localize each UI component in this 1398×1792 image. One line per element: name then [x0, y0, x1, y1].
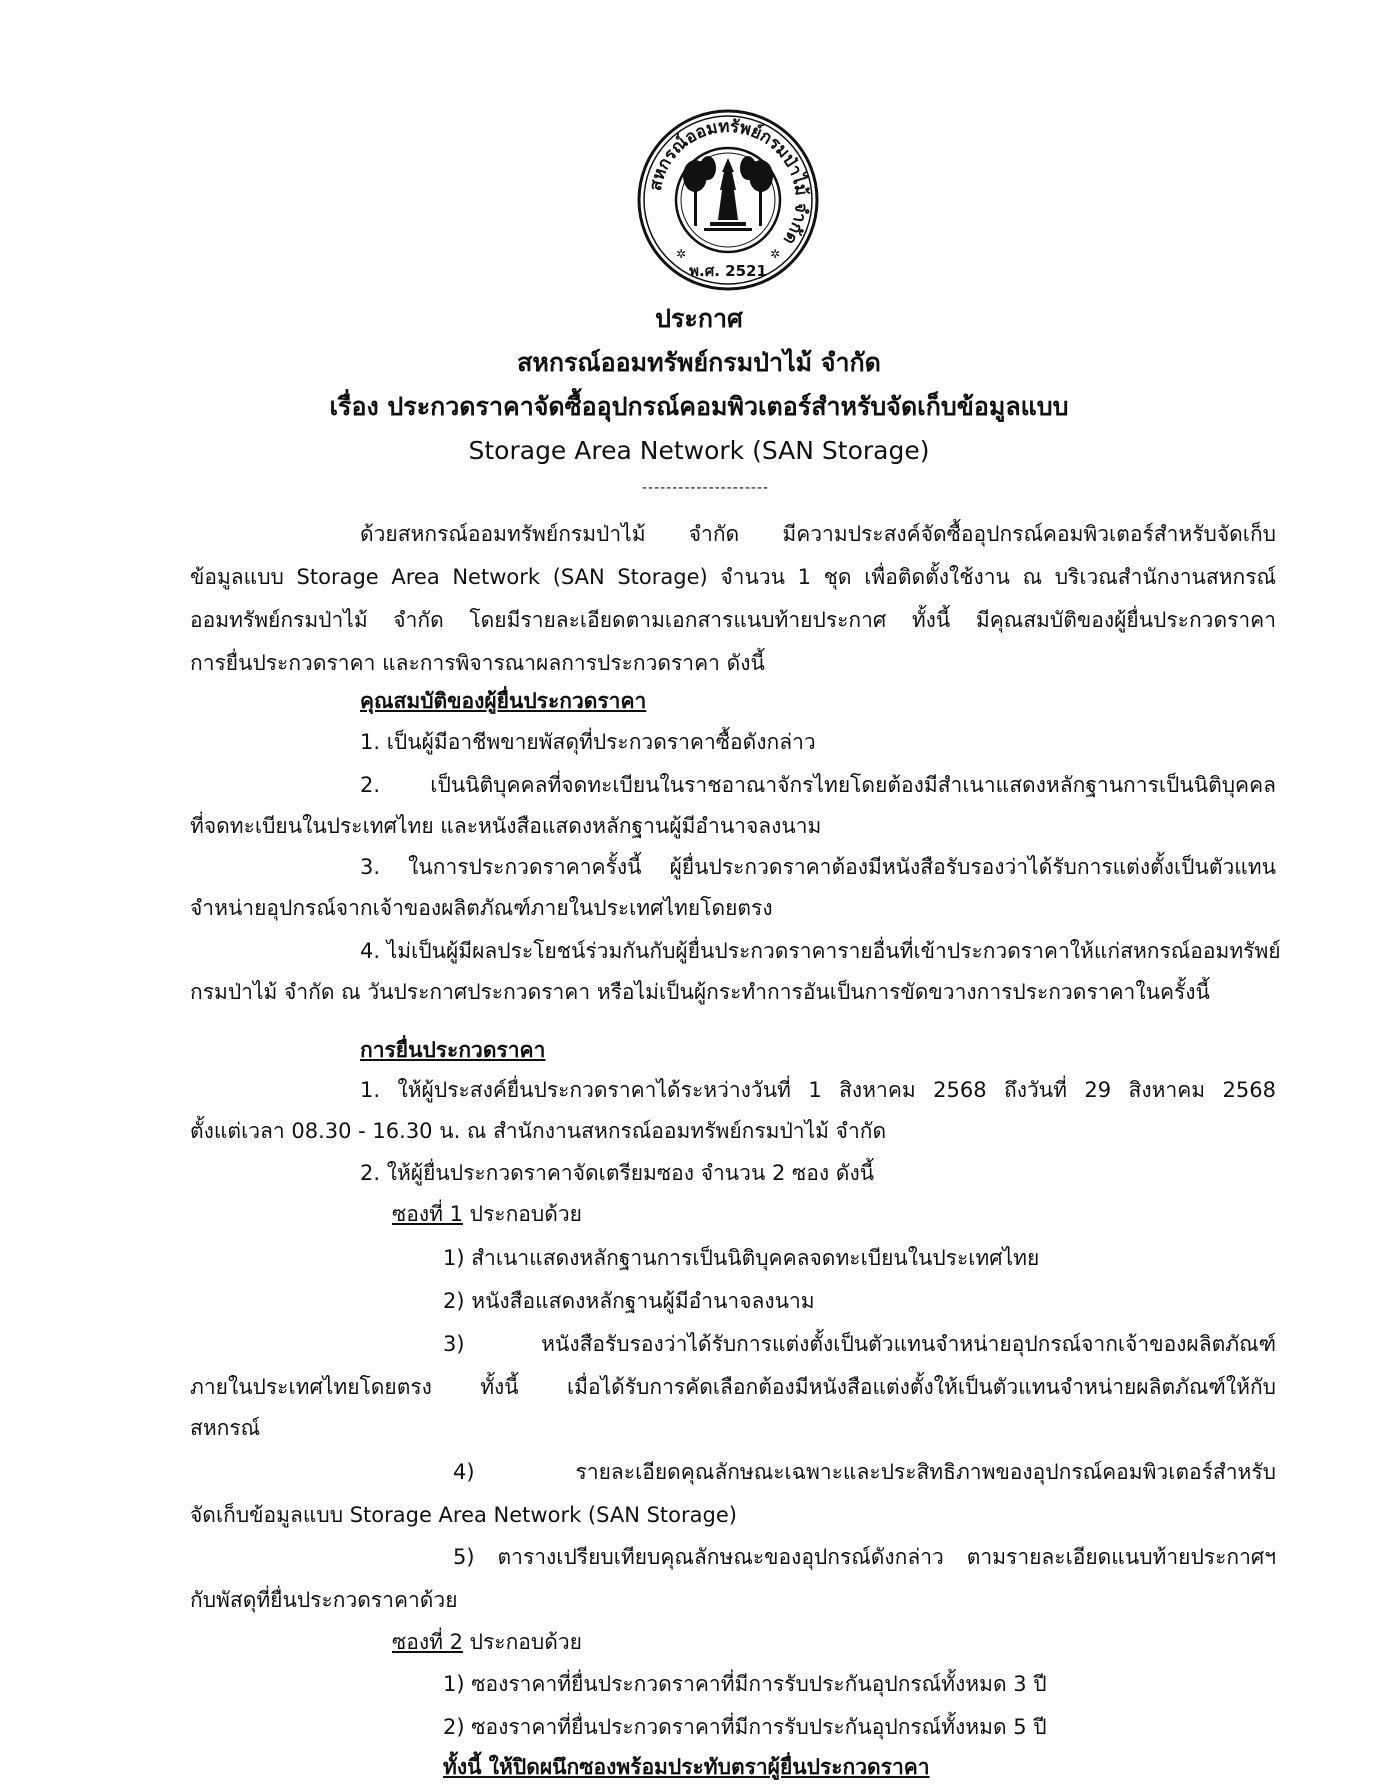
envelope-1-item-3-cont: ภายในประเทศไทยโดยตรง ทั้งนี้ เมื่อได้รับการคัดเลือกต้องมีหนังสือแต่งตั้งให้เป็นตัวแทนจำหน่ายผลิตภัณฑ์ให้กับ	[190, 1375, 1276, 1399]
svg-text:✲: ✲	[676, 247, 687, 261]
svg-text:พ.ศ. 2521: พ.ศ. 2521	[689, 262, 767, 280]
submission-heading: การยื่นประกวดราคา	[360, 1038, 546, 1062]
envelope-1-item-3-end: สหกรณ์	[190, 1416, 261, 1440]
envelope-1-item-4: 4) รายละเอียดคุณลักษณะเฉพาะและประสิทธิภาพของอุปกรณ์คอมพิวเตอร์สำหรับ	[453, 1460, 1276, 1484]
qualification-item-2: 2. เป็นนิติบุคคลที่จดทะเบียนในราชอาณาจักรไทยโดยต้องมีสำเนาแสดงหลักฐานการเป็นนิติบุคคล	[360, 773, 1276, 797]
envelope-1-heading	[392, 1199, 582, 1229]
submission-item-1: 1. ให้ผู้ประสงค์ยื่นประกวดราคาได้ระหว่างวันที่ 1 สิงหาคม 2568 ถึงวันที่ 29 สิงหาคม 2568	[360, 1078, 1276, 1102]
svg-text:สหกรณ์ออมทรัพย์กรมป่าไม้ จำกัด: สหกรณ์ออมทรัพย์กรมป่าไม้ จำกัด	[645, 116, 812, 249]
cooperative-seal-icon	[636, 108, 820, 292]
envelope-1-item-5-cont: กับพัสดุที่ยื่นประกวดราคาด้วย	[190, 1588, 458, 1612]
intro-line-2: ข้อมูลแบบ Storage Area Network (SAN Storage) จำนวน 1 ชุด เพื่อติดตั้งใช้งาน ณ บริเวณสำนักงานสหกรณ์	[190, 565, 1276, 589]
qualification-item-4: 4. ไม่เป็นผู้มีผลประโยชน์ร่วมกันกับผู้ยื่นประกวดราคารายอื่นที่เข้าประกวดราคาให้แก่สหกรณ์ออมทรัพย์	[360, 939, 1281, 963]
submission-item-2: 2. ให้ผู้ยื่นประกวดราคาจัดเตรียมซอง จำนวน 2 ซอง ดังนี้	[360, 1161, 875, 1185]
svg-text:✲: ✲	[770, 247, 781, 261]
envelope-2-heading	[392, 1627, 582, 1657]
qualification-item-2-cont: ที่จดทะเบียนในประเทศไทย และหนังสือแสดงหลักฐานผู้มีอำนาจลงนาม	[190, 814, 822, 838]
closing-note: ทั้งนี้ ให้ปิดผนึกซองพร้อมประทับตราผู้ยื่นประกวดราคา	[443, 1755, 930, 1779]
envelope-2-item-2: 2) ซองราคาที่ยื่นประกวดราคาที่มีการรับประกันอุปกรณ์ทั้งหมด 5 ปี	[443, 1715, 1047, 1739]
envelope-1-item-1: 1) สำเนาแสดงหลักฐานการเป็นนิติบุคคลจดทะเบียนในประเทศไทย	[443, 1246, 1040, 1270]
intro-line-3: ออมทรัพย์กรมป่าไม้ จำกัด โดยมีรายละเอียดตามเอกสารแนบท้ายประกาศ ทั้งนี้ มีคุณสมบัติของผู้ยื่นประกวดราคา	[190, 608, 1276, 632]
intro-line-1: ด้วยสหกรณ์ออมทรัพย์กรมป่าไม้ จำกัด มีความประสงค์จัดซื้ออุปกรณ์คอมพิวเตอร์สำหรับจัดเก็บ	[360, 522, 1276, 546]
qualification-item-3-cont: จำหน่ายอุปกรณ์จากเจ้าของผลิตภัณฑ์ภายในประเทศไทยโดยตรง	[190, 896, 773, 920]
announcement-label: ประกาศ	[655, 304, 743, 333]
envelope-2-item-1: 1) ซองราคาที่ยื่นประกวดราคาที่มีการรับประกันอุปกรณ์ทั้งหมด 3 ปี	[443, 1672, 1047, 1696]
organization-name: สหกรณ์ออมทรัพย์กรมป่าไม้ จำกัด	[517, 348, 881, 377]
submission-item-1-cont: ตั้งแต่เวลา 08.30 - 16.30 น. ณ สำนักงานสหกรณ์ออมทรัพย์กรมป่าไม้ จำกัด	[190, 1119, 887, 1143]
envelope-2-label: ซองที่ 2	[392, 1630, 463, 1654]
envelope-1-item-5: 5) ตารางเปรียบเทียบคุณลักษณะของอุปกรณ์ดังกล่าว ตามรายละเอียดแนบท้ายประกาศฯ	[453, 1545, 1276, 1569]
envelope-1-item-2: 2) หนังสือแสดงหลักฐานผู้มีอำนาจลงนาม	[443, 1289, 815, 1313]
subject-line-2: Storage Area Network (SAN Storage)	[468, 436, 930, 465]
envelope-1-label: ซองที่ 1	[392, 1202, 463, 1226]
envelope-1-rest: ประกอบด้วย	[463, 1202, 582, 1226]
envelope-1-item-4-cont: จัดเก็บข้อมูลแบบ Storage Area Network (SAN Storage)	[190, 1503, 737, 1527]
envelope-2-rest: ประกอบด้วย	[463, 1630, 582, 1654]
envelope-1-item-3: 3) หนังสือรับรองว่าได้รับการแต่งตั้งเป็นตัวแทนจำหน่ายอุปกรณ์จากเจ้าของผลิตภัณฑ์	[443, 1332, 1276, 1356]
qualification-item-4-cont: กรมป่าไม้ จำกัด ณ วันประกาศประกวดราคา หรือไม่เป็นผู้กระทำการอันเป็นการขัดขวางการประกวดราคาในครั้งนี้	[190, 980, 1210, 1004]
qualification-item-1: 1. เป็นผู้มีอาชีพขายพัสดุที่ประกวดราคาซื้อดังกล่าว	[360, 730, 816, 754]
separator: ---------------------	[642, 480, 770, 496]
intro-line-4: การยื่นประกวดราคา และการพิจารณาผลการประกวดราคา ดังนี้	[190, 651, 765, 675]
qualifications-heading: คุณสมบัติของผู้ยื่นประกวดราคา	[360, 689, 647, 713]
qualification-item-3: 3. ในการประกวดราคาครั้งนี้ ผู้ยื่นประกวดราคาต้องมีหนังสือรับรองว่าได้รับการแต่งตั้งเป็นตัวแทน	[360, 855, 1276, 879]
subject-line: เรื่อง ประกวดราคาจัดซื้ออุปกรณ์คอมพิวเตอร์สำหรับจัดเก็บข้อมูลแบบ	[329, 392, 1069, 421]
